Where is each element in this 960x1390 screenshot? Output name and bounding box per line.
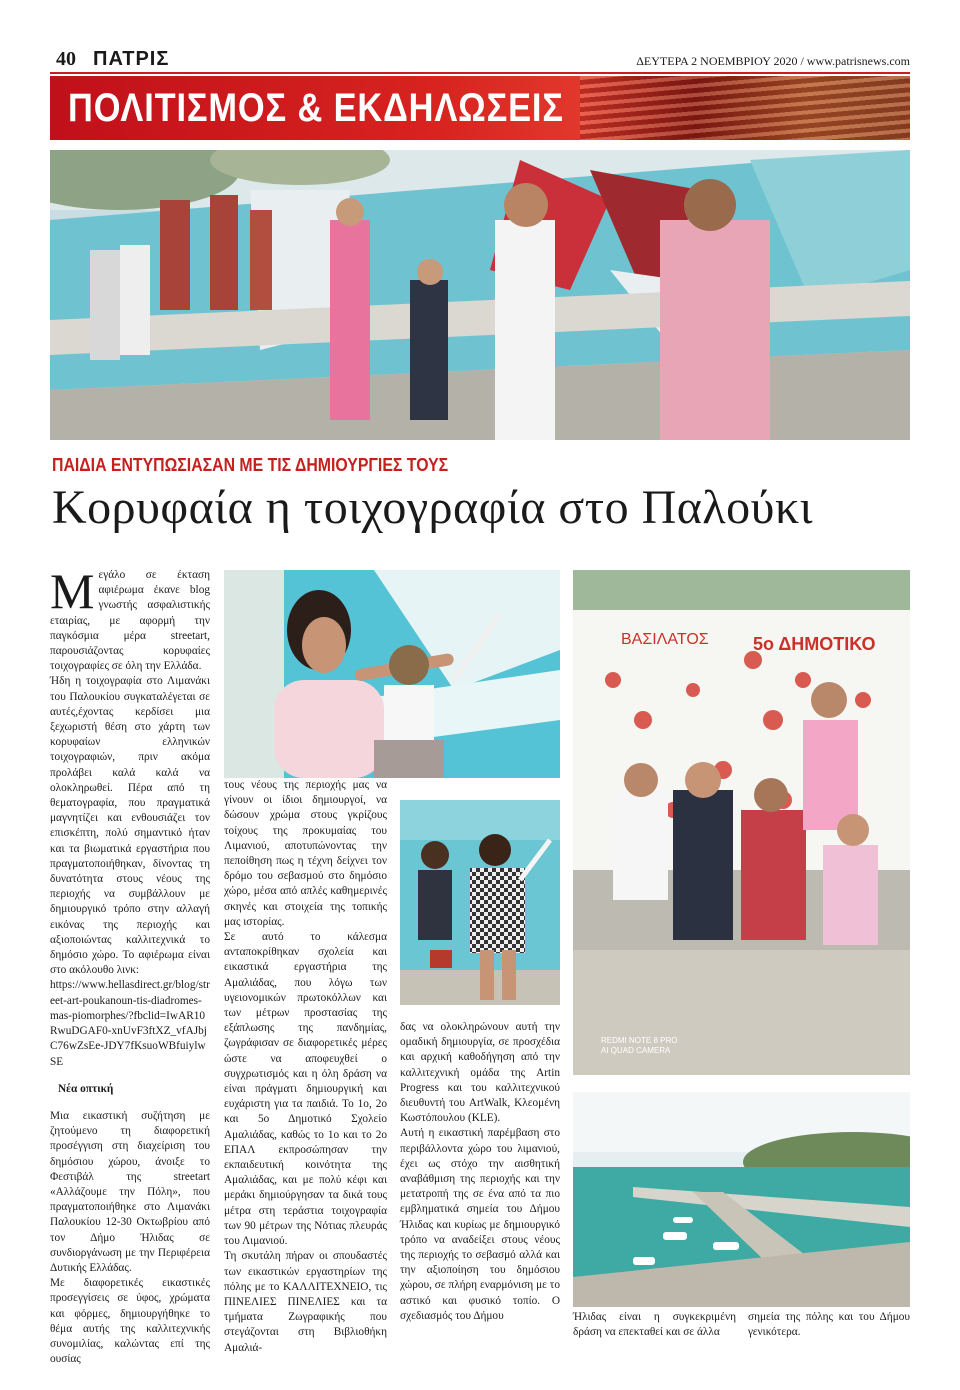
article-column-5 [748, 1310, 910, 1340]
page-number: 40 [56, 48, 76, 70]
photo-school-group-mural [573, 570, 910, 1075]
subheading: Νέα οπτική [58, 1082, 114, 1095]
article-column-2 [224, 778, 387, 1356]
banner-amphitheatre-image [580, 76, 910, 140]
article-column-1 [50, 563, 210, 1367]
col3-paragraph-1: δας να ολοκληρώνουν αυτή την ομαδική δημιουργία, σε προσχέδια και αρχική καθοδήγηση από την καλλιτεχνική ομάδα της Artin Progress και του καλλιτεχνικού διευθυντή του ArtWalk, Κλεομένη Κωστόπουλου (KLE). [400, 1021, 560, 1125]
camera-watermark-line-1: REDMI NOTE 8 PRO [601, 1036, 678, 1045]
mural-text-2: 5ο ΔΗΜΟΤΙΚΟ [753, 634, 876, 654]
camera-watermark-line-2: AI QUAD CAMERA [601, 1046, 671, 1055]
dateline: ΔΕΥΤΕΡΑ 2 ΝΟΕΜΒΡΙΟΥ 2020 / www.patrisnews.com [636, 54, 910, 68]
col1-paragraph-2: Ήδη η τοιχογραφία στο Λιμανάκι του Παλουκίου συγκαταλέγεται σε αυτές,έχοντας κερδίσει μια ξεχωριστή θέση στο χάρτη των κορυφαίων ελληνικών τοιχογραφιών, πριν ακόμα προλάβει καλά καλά να ολοκληρωθεί. Πέρα από τη θεματογραφία, που πραγματικά μαγνητίζει και ενθουσιάζει τον επισκέπτη, πολύ σημαντικό ήταν και τα βιωματικά εργαστήρια που πραγματοποιήθηκαν, δίνοντας τη δυνατότητα στους νέους της περιοχής να συμβάλλουν με δημιουργικό τρόπο στην αλλαγή εικόνας της περιοχής και αξιοποιώντας καλλιτεχνικά το δημόσιο χώρο. Το αφιέρωμα είναι στο ακόλουθο λινκ: [50, 675, 210, 977]
col3-paragraph-2: Αυτή η εικαστική παρέμβαση στο περιβάλλοντα χώρο του λιμανιού, έχει ως στόχο την αισθητική αναβάθμιση της περιοχής και την μετατροπή της σε ένα από τα πιο εμβληματικά σημεία του Δήμου Ήλιδας και κυρίως με δημιουργικό τρόπο να αναδείξει στους νέους της περιοχής το σεβασμό αλλά και την αξιοποίηση του δημόσιου χώρου, σε πλήρη εναρμόνιση με το αστικό και φυσικό τοπίο. Ο σχεδιασμός του Δήμου [400, 1127, 560, 1322]
article-column-4 [573, 1310, 736, 1340]
col5-paragraph-1: σημεία της πόλης και του Δήμου γενικότερα. [748, 1311, 910, 1339]
col2-paragraph-1: τους νέους της περιοχής μας να γίνουν οι ίδιοι δημιουργοί, να δώσουν χρώμα στους γκρίζους τοίχους της προκυμαίας του Λιμανιού, αποτυπώνοντας την πεποίθηση πως η τέχνη δείχνει τον δρόμο του σεβασμού στο δημόσιο χώρο, μέσα από απλές καθημερινές σκηνές και στοιχεία της τοπικής μας ιστορίας. [224, 779, 387, 928]
photo-woman-child-painting [224, 570, 560, 778]
article-column-3 [400, 1020, 560, 1324]
article-link[interactable]: https://www.hellasdirect.gr/blog/street-art-poukanoun-tis-diadromes-mas-piomorphes/?fbclid=IwAR10RwuDGAF0-xnUvF3ftXZ_vfAJbjC76wZsEe-JDY7fKsuoWBfuiylwSE [50, 979, 210, 1068]
mural-text-1: ΒΑΣΙΛΑΤΟΣ [621, 631, 709, 648]
main-photo-mural-painting [50, 150, 910, 440]
photo-harbour-aerial [573, 1092, 910, 1307]
col1-paragraph-3: Μια εικαστική συζήτηση με ζητούμενο τη διαφορετική προσέγγιση στη διαχείριση του δημόσιου χώρου, άνοιξε το Φεστιβάλ της streetart «Αλλάζουμε την Πόλη», που πραγματοποιήθηκε στο Λιμανάκι Παλουκίου 12-30 Οκτωβρίου από τον Δήμο Ήλιδας σε συνδιοργάνωση με την Περιφέρεια Δυτικής Ελλάδας. [50, 1109, 210, 1274]
drop-cap: Μ [50, 563, 95, 619]
col2-paragraph-2: Σε αυτό το κάλεσμα ανταποκρίθηκαν σχολεία και εικαστικά εργαστήρια της Αμαλιάδας, που λόγω των υγειονομικών πρωτοκόλλων και των μέτρων προστασίας της εξάπλωσης της πανδημίας, ζωγράφισαν σε διαφορετικές μέρες ώστε να αποφευχθεί ο συγχρωτισμός και η όλη δράση να είναι πράγματι δημιουργική και ευχάριστη για τα παιδιά. Το 1ο, 2ο και 5ο Δημοτικό Σχολείο Αμαλιάδας, καθώς το 1ο και το 2ο ΕΠΑΛ εκπροσώπησαν την εκπαιδευτική κοινότητα της Αμαλιάδας, και με πολύ κέφι και μεράκι δημιούργησαν τα δικά τους μέτρα στη τεράστια τοιχογραφία των 90 μέτρων της Νότιας πλευράς του Λιμανιού. [224, 931, 387, 1248]
col2-paragraph-3: Τη σκυτάλη πήραν οι σπουδαστές των εικαστικών εργαστηρίων της πόλης με το ΚΑΛΛΙΤΕΧΝΕΙΟ, τις ΠΙΝΕΛΙΕΣ ΠΙΝΕΛΙΕΣ και τα τμήματα Ζωγραφικής που στεγάζονται στη Βιβλιοθήκη Αμαλιά- [224, 1250, 387, 1354]
col1-paragraph-1: εγάλο σε έκταση αφιέρωμα έκανε blog γνωστής ασφαλιστικής εταιρίας, με αφορμή την παγκόσμια μέρα streetart, παρουσιάζοντας κορυφαίες τοιχογραφίες σε όλη την Ελλάδα. [50, 569, 210, 673]
col4-paragraph-1: Ήλιδας είναι η συγκεκριμένη δράση να επεκταθεί και σε άλλα [573, 1311, 736, 1339]
section-title: ΠΟΛΙΤΙΣΜΟΣ & ΕΚΔΗΛΩΣΕΙΣ [68, 86, 564, 130]
article-kicker: ΠΑΙΔΙΑ ΕΝΤΥΠΩΣΙΑΣΑΝ ΜΕ ΤΙΣ ΔΗΜΙΟΥΡΓΙΕΣ ΤΟΥΣ [52, 455, 449, 475]
photo-girls-painting [400, 800, 560, 1005]
col1-paragraph-4: Με διαφορετικές εικαστικές προσεγγίσεις σε ύφος, χρώματα και φόρμες, δημιουργήθηκε το θέμα αυτής της καλλιτεχνικής συνομιλίας, καλώντας επί της ουσίας [50, 1277, 210, 1366]
article-headline: Κορυφαία η τοιχογραφία στο Παλούκι [52, 481, 814, 534]
section-banner [50, 76, 910, 140]
masthead-logo: ΠΑΤΡΙΣ [93, 48, 170, 70]
header-rule [50, 72, 910, 74]
